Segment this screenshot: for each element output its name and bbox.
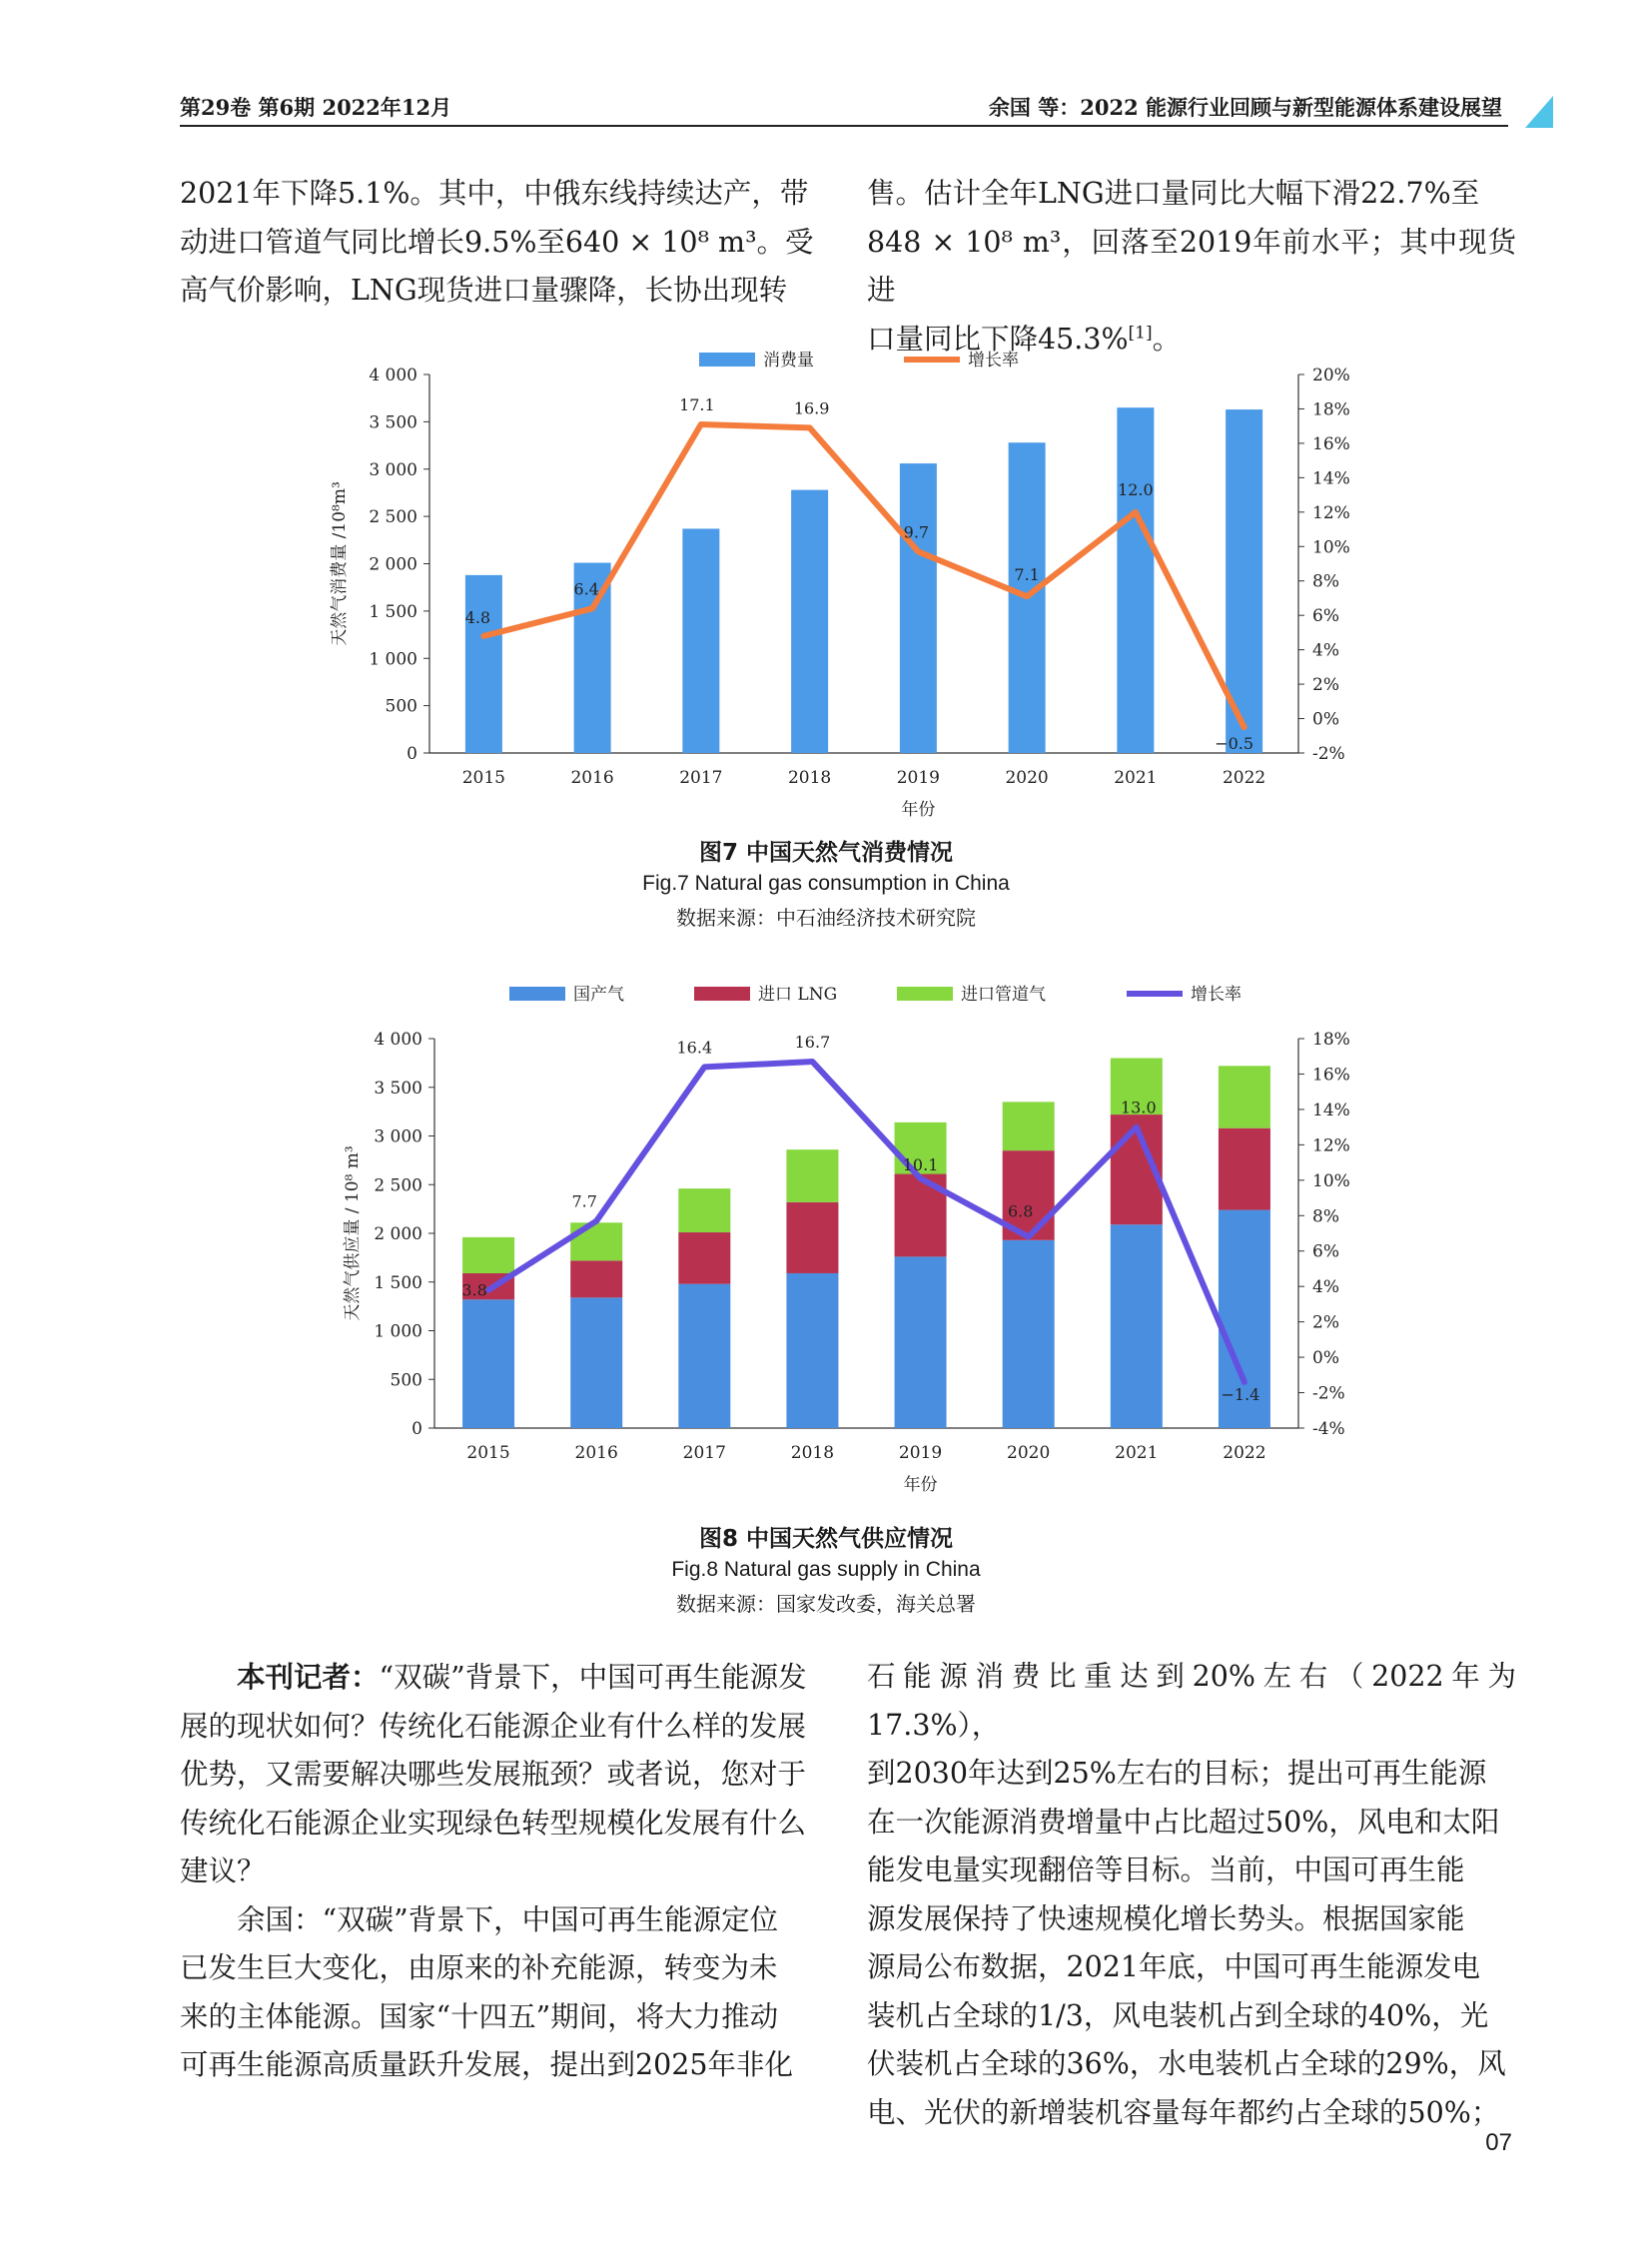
y2-tick-label: 12% (1312, 1135, 1350, 1156)
y2-tick-label: 12% (1312, 502, 1350, 523)
y-tick-label: 2 500 (369, 507, 417, 528)
data-label: 6.4 (573, 579, 599, 599)
y2-tick-label: 16% (1312, 433, 1350, 454)
x-tick-label: 2021 (1115, 1443, 1159, 1463)
x-tick-label: 2015 (461, 768, 506, 788)
y-tick-label: 2 000 (369, 554, 417, 575)
x-tick-label: 2017 (679, 768, 723, 788)
y2-tick-label: 18% (1312, 399, 1350, 420)
text-line: 2021年下降5.1%。其中，中俄东线持续达产，带 (180, 177, 809, 210)
x-tick-label: 2022 (1223, 1443, 1266, 1463)
y2-tick-label: 14% (1312, 1100, 1350, 1121)
legend-label: 国产气 (573, 985, 624, 1005)
legend-label: 进口管道气 (961, 985, 1046, 1005)
text-line: 动进口管道气同比增长9.5%至640 × 10⁸ m³。受 (180, 225, 814, 259)
text-line: 建议？ (180, 1855, 266, 1887)
x-tick-label: 2017 (682, 1443, 726, 1463)
running-title: 余国 等：2022 能源行业回顾与新型能源体系建设展望 (988, 95, 1502, 120)
x-tick-label: 2019 (896, 768, 941, 788)
data-label: −0.5 (1215, 734, 1254, 754)
fig8-chart (0, 974, 1652, 1513)
fig7-chart (0, 330, 1652, 829)
text-line: 在一次能源消费增量中占比超过50%，风电和太阳 (867, 1805, 1500, 1839)
text-line: 源发展保持了快速规模化增长势头。根据国家能 (867, 1901, 1465, 1935)
bar (900, 463, 937, 753)
data-label: 17.1 (679, 394, 715, 414)
y-tick-label: 3 500 (369, 412, 417, 433)
y2-tick-label: 14% (1312, 468, 1350, 489)
text-line: 传统化石能源企业实现绿色转型规模化发展有什么 (180, 1806, 807, 1840)
line-point (481, 633, 486, 638)
line-point (1133, 509, 1138, 514)
data-label: 10.1 (902, 1155, 939, 1175)
y-tick-label: 1 500 (374, 1272, 422, 1293)
legend-label: 增长率 (968, 351, 1019, 371)
bar (786, 1273, 838, 1428)
y2-tick-label: 20% (1312, 366, 1350, 385)
text-line: 电、光伏的新增装机容量每年都约占全球的50%； (867, 2095, 1500, 2129)
y-tick-label: 4 000 (374, 1030, 422, 1050)
bar (678, 1284, 730, 1428)
text-line: 已发生巨大变化，由原来的补充能源，转变为未 (180, 1951, 778, 1984)
data-label: 3.8 (461, 1280, 487, 1300)
corner-triangle-icon (1525, 96, 1553, 128)
y-tick-label: 2 000 (374, 1224, 422, 1244)
text-line: 源局公布数据，2021年底，中国可再生能源发电 (867, 1950, 1481, 1983)
y2-tick-label: 0% (1312, 1348, 1339, 1369)
line-point (918, 1176, 923, 1181)
x-tick-label: 2022 (1222, 768, 1266, 788)
fig7-source: 数据来源：中石油经济技术研究院 (676, 906, 976, 930)
y-tick-label: 1 000 (369, 649, 417, 670)
y2-tick-label: 8% (1312, 571, 1339, 592)
data-label: 7.7 (571, 1191, 597, 1211)
bar (786, 1149, 838, 1202)
line-point (590, 606, 595, 611)
data-label: 6.8 (1007, 1201, 1034, 1221)
bar (1219, 1066, 1270, 1127)
x-tick-label: 2021 (1114, 768, 1158, 788)
line-point (916, 549, 921, 554)
x-tick-label: 2018 (790, 1443, 835, 1463)
y-tick-label: 500 (390, 1370, 422, 1391)
y-tick-label: 1 000 (374, 1321, 422, 1342)
text-line: 可再生能源高质量跃升发展，提出到2025年非化 (180, 2048, 794, 2081)
y2-tick-label: 4% (1312, 640, 1339, 661)
bar (1003, 1102, 1055, 1150)
header-rule (180, 125, 1508, 127)
y-tick-label: 500 (385, 696, 417, 717)
bar (1003, 1240, 1055, 1428)
bar (465, 575, 502, 753)
bar (1111, 1224, 1163, 1428)
bar (462, 1299, 514, 1428)
bottom-text-left (180, 1653, 829, 2090)
y2-tick-label: 6% (1312, 1241, 1339, 1262)
legend-swatch (897, 987, 953, 1001)
bar (678, 1232, 730, 1284)
data-label: 7.1 (1014, 565, 1040, 585)
text-line: 848 × 10⁸ m³，回落至2019年前水平；其中现货进 (867, 225, 1516, 307)
fig8-source: 数据来源：国家发改委，海关总署 (676, 1592, 976, 1616)
bar (1219, 1128, 1270, 1210)
x-axis-title: 年份 (901, 800, 936, 820)
y2-tick-label: 0% (1312, 709, 1339, 730)
legend-swatch (694, 987, 750, 1001)
x-tick-label: 2016 (570, 768, 614, 788)
bar (678, 1188, 730, 1232)
y-tick-label: 3 500 (374, 1078, 422, 1099)
text-line: 余国：“双碳”背景下，中国可再生能源定位 (237, 1902, 779, 1936)
line-point (698, 421, 703, 426)
y2-tick-label: 16% (1312, 1065, 1350, 1086)
y2-tick-label: 10% (1312, 1170, 1350, 1191)
line-point (807, 425, 812, 430)
bar (786, 1202, 838, 1273)
page-number: 07 (1485, 2129, 1512, 2156)
bar (570, 1260, 622, 1297)
bar (570, 1222, 622, 1260)
y-axis-title: 天然气供应量 / 10⁸ m³ (343, 1145, 363, 1321)
fig8-caption-en: Fig.8 Natural gas supply in China (671, 1558, 981, 1581)
line-point (702, 1065, 707, 1070)
legend-swatch (509, 987, 565, 1001)
x-tick-label: 2018 (787, 768, 832, 788)
y-axis-title: 天然气消费量 /10⁸m³ (330, 481, 350, 646)
y-tick-label: 4 000 (369, 366, 417, 385)
text-line: 售。估计全年LNG进口量同比大幅下滑22.7%至 (867, 177, 1480, 210)
y2-tick-label: 10% (1312, 537, 1350, 558)
y2-tick-label: 18% (1312, 1030, 1350, 1050)
y-tick-label: 3 000 (374, 1126, 422, 1147)
y2-tick-label: 2% (1312, 1312, 1339, 1333)
line-point (1241, 1379, 1246, 1384)
text-line: 石能源消费比重达到20%左右（2022年为17.3%）， (867, 1660, 1516, 1742)
x-tick-label: 2015 (466, 1443, 510, 1463)
legend-label: 增长率 (1191, 985, 1241, 1005)
legend-label: 进口 LNG (758, 985, 838, 1005)
data-label: 13.0 (1121, 1098, 1157, 1118)
fig8-caption-cn: 图8 中国天然气供应情况 (698, 1526, 953, 1552)
fig7-caption-en: Fig.7 Natural gas consumption in China (642, 872, 1010, 895)
y2-tick-label: 8% (1312, 1206, 1339, 1227)
line-point (1134, 1124, 1139, 1129)
text-line: 到2030年达到25%左右的目标；提出可再生能源 (867, 1757, 1487, 1790)
data-label: 16.9 (793, 398, 830, 418)
text-line: 伏装机占全球的36%，水电装机占全球的29%，风 (867, 2047, 1506, 2080)
data-label: 9.7 (903, 522, 930, 542)
interviewer-label: 本刊记者： (237, 1660, 380, 1694)
data-label: 12.0 (1118, 479, 1154, 499)
data-label: −1.4 (1221, 1384, 1260, 1404)
text-line: 优势，又需要解决哪些发展瓶颈？或者说，您对于 (180, 1758, 807, 1791)
text-fragment: 口量同比下降45.3% (867, 322, 1129, 356)
bar (570, 1297, 622, 1428)
text-line (180, 1653, 829, 1703)
x-tick-label: 2016 (574, 1443, 618, 1463)
text-line: 装机占全球的1/3，风电装机占到全球的40%，光 (867, 1998, 1489, 2032)
journal-issue: 第29卷 第6期 2022年12月 (180, 95, 452, 120)
x-tick-label: 2020 (1005, 768, 1049, 788)
top-text-left (180, 170, 829, 316)
x-tick-label: 2019 (898, 1443, 943, 1463)
x-tick-label: 2020 (1007, 1443, 1051, 1463)
x-axis-title: 年份 (903, 1475, 938, 1495)
text-fragment: “双碳”背景下，中国可再生能源发 (379, 1661, 807, 1694)
y2-tick-label: -4% (1312, 1419, 1345, 1439)
y-tick-label: 0 (412, 1419, 422, 1439)
legend-label: 消费量 (763, 351, 814, 371)
y-tick-label: 1 500 (369, 601, 417, 622)
bottom-text-right (867, 1653, 1516, 2137)
line-point (1026, 1234, 1031, 1239)
y-tick-label: 0 (407, 744, 417, 764)
line-point (1241, 725, 1246, 730)
text-line: 高气价影响，LNG现货进口量骤降，长协出现转 (180, 274, 788, 307)
y2-tick-label: 2% (1312, 675, 1339, 696)
line-point (594, 1218, 599, 1223)
y2-tick-label: -2% (1312, 744, 1345, 764)
citation[interactable]: [1] (1128, 323, 1153, 343)
text-line: 展的现状如何？传统化石能源企业有什么样的发展 (180, 1709, 807, 1743)
fig7-caption-cn: 图7 中国天然气消费情况 (698, 840, 953, 866)
y-tick-label: 3 000 (369, 459, 417, 480)
data-label: 4.8 (464, 607, 491, 627)
bar (682, 528, 719, 753)
text-line: 能发电量实现翻倍等目标。当前，中国可再生能 (867, 1854, 1465, 1886)
y2-tick-label: 4% (1312, 1277, 1339, 1298)
bar (895, 1256, 947, 1428)
line-point (810, 1060, 815, 1065)
y2-tick-label: -2% (1312, 1383, 1345, 1404)
y2-tick-label: 6% (1312, 606, 1339, 627)
legend-swatch (699, 353, 755, 367)
text-line: 来的主体能源。国家“十四五”期间，将大力推动 (180, 1999, 779, 2033)
bar (1117, 407, 1154, 753)
text-fragment: 。 (1152, 322, 1182, 356)
bar (791, 490, 828, 753)
data-label: 16.4 (676, 1038, 713, 1058)
bar (462, 1237, 514, 1273)
line-point (1025, 594, 1030, 599)
data-label: 16.7 (794, 1033, 831, 1053)
y-tick-label: 2 500 (374, 1175, 422, 1196)
